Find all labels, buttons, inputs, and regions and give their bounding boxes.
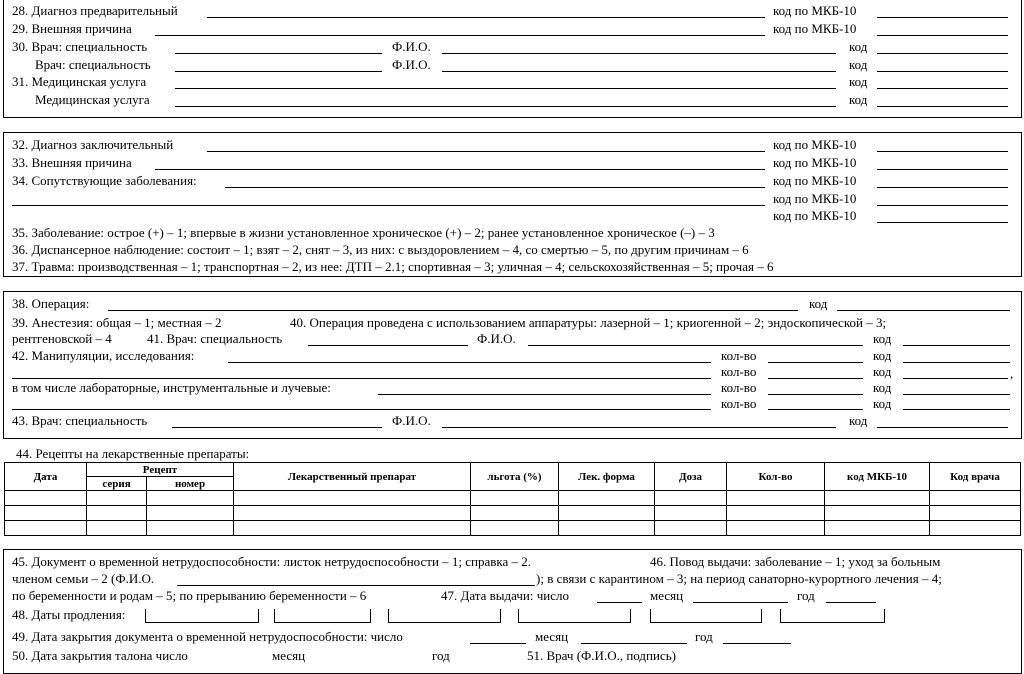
label-42-code: код — [873, 348, 892, 363]
label-42-lab: в том числе лабораторные, инструментальные и лучевые: — [12, 380, 331, 395]
label-46d: по беременности и родам – 5; по прерыванию беременности – 6 — [12, 588, 367, 603]
field-32-diagnosis[interactable] — [207, 151, 765, 152]
label-45: 45. Документ о временной нетрудоспособности: листок нетрудоспособности – 1; справка – 2. — [12, 554, 532, 569]
field-48-ext-6[interactable] — [780, 609, 885, 623]
field-49-month[interactable] — [581, 643, 687, 644]
label-42c-code: код — [873, 380, 892, 395]
field-42d-code[interactable] — [903, 409, 1010, 410]
label-42d-qty: кол-во — [721, 396, 757, 411]
label-31b: Медицинская услуга — [35, 92, 150, 107]
col-date: Дата — [5, 463, 87, 491]
label-31-code: код — [849, 74, 868, 89]
field-34-mkb[interactable] — [877, 187, 1008, 188]
field-42d-lab[interactable] — [12, 409, 711, 410]
field-42-lab[interactable] — [378, 394, 711, 395]
label-50: 50. Дата закрытия талона число — [12, 648, 188, 663]
label-43-code: код — [849, 413, 868, 428]
label-30b-fio: Ф.И.О. — [392, 57, 431, 72]
label-46c: ); в связи с карантином – 3; на период санаторно-курортного лечения – 4; — [536, 571, 942, 586]
label-42d-code: код — [873, 396, 892, 411]
field-47-day[interactable] — [597, 602, 642, 603]
label-30b: Врач: специальность — [35, 57, 151, 72]
field-48-ext-5[interactable] — [650, 609, 762, 623]
field-48-ext-2[interactable] — [274, 609, 371, 623]
table-row[interactable] — [5, 506, 1021, 521]
field-31-code[interactable] — [877, 88, 1008, 89]
field-42c-code[interactable] — [903, 394, 1010, 395]
field-42d-qty[interactable] — [768, 409, 863, 410]
label-42b-code: код — [873, 364, 892, 379]
col-mkb: код МКБ-10 — [825, 463, 930, 491]
label-47-month: месяц — [650, 588, 684, 603]
field-31b-code[interactable] — [877, 106, 1008, 107]
label-40: 40. Операция проведена с использованием аппаратуры: лазерной – 1; криогенной – 2; эндоскопической – 3; — [290, 315, 887, 330]
field-30-code[interactable] — [877, 53, 1008, 54]
label-29-mkb: код по МКБ-10 — [773, 21, 857, 36]
field-41-code[interactable] — [903, 345, 1010, 346]
col-recipe: Рецепт — [87, 463, 234, 477]
field-28-diagnosis[interactable] — [207, 17, 765, 18]
field-43-code[interactable] — [877, 427, 1008, 428]
field-34-comorbid[interactable] — [225, 187, 765, 188]
field-34b-comorbid[interactable] — [12, 205, 765, 206]
label-41-fio: Ф.И.О. — [477, 331, 516, 346]
field-38-code[interactable] — [837, 310, 1010, 311]
field-42-code[interactable] — [903, 362, 1010, 363]
label-30: 30. Врач: специальность — [12, 39, 148, 54]
label-28: 28. Диагноз предварительный — [12, 3, 178, 18]
field-48-ext-4[interactable] — [518, 609, 631, 623]
field-42b-manip[interactable] — [12, 378, 711, 379]
col-number: номер — [147, 477, 234, 491]
field-30b-specialty[interactable] — [175, 71, 382, 72]
field-42-manip[interactable] — [228, 362, 711, 363]
label-39: 39. Анестезия: общая – 1; местная – 2 — [12, 315, 222, 330]
field-31-service[interactable] — [175, 88, 836, 89]
label-30-fio: Ф.И.О. — [392, 39, 431, 54]
label-41-code: код — [873, 331, 892, 346]
label-34-mkb: код по МКБ-10 — [773, 173, 857, 188]
label-34b-mkb: код по МКБ-10 — [773, 191, 857, 206]
field-41-fio[interactable] — [528, 345, 863, 346]
col-benefit: льгота (%) — [471, 463, 559, 491]
label-49-month: месяц — [535, 629, 569, 644]
label-36: 36. Диспансерное наблюдение: состоит – 1; взят – 2, снят – 3, из них: с выздоровлением – 4, со смертью – 5, по другим причинам – 6 — [12, 242, 749, 257]
field-38-operation[interactable] — [108, 310, 798, 311]
field-48-ext-3[interactable] — [388, 609, 501, 623]
col-series: серия — [87, 477, 147, 491]
field-30-fio[interactable] — [442, 53, 836, 54]
field-41-specialty[interactable] — [308, 345, 468, 346]
label-33-mkb: код по МКБ-10 — [773, 155, 857, 170]
field-29-cause[interactable] — [155, 35, 765, 36]
field-42-qty[interactable] — [768, 362, 863, 363]
col-qty: Кол-во — [727, 463, 825, 491]
field-29-mkb[interactable] — [877, 35, 1008, 36]
label-44: 44. Рецепты на лекарственные препараты: — [16, 446, 250, 461]
label-32: 32. Диагноз заключительный — [12, 137, 174, 152]
label-42-qty: кол-во — [721, 348, 757, 363]
field-34c-mkb[interactable] — [877, 222, 1008, 223]
label-33: 33. Внешняя причина — [12, 155, 132, 170]
field-31b-service[interactable] — [175, 106, 836, 107]
label-31: 31. Медицинская услуга — [12, 74, 147, 89]
field-43-specialty[interactable] — [172, 427, 382, 428]
label-29: 29. Внешняя причина — [12, 21, 132, 36]
field-32-mkb[interactable] — [877, 151, 1008, 152]
label-49-year: год — [695, 629, 713, 644]
field-30-specialty[interactable] — [175, 53, 382, 54]
label-43-fio: Ф.И.О. — [392, 413, 431, 428]
field-28-mkb[interactable] — [877, 17, 1008, 18]
field-42b-code[interactable] — [903, 378, 1008, 379]
label-42b-qty: кол-во — [721, 364, 757, 379]
label-38: 38. Операция: — [12, 296, 90, 311]
label-43: 43. Врач: специальность — [12, 413, 148, 428]
field-47-year[interactable] — [826, 602, 876, 603]
col-doctor-code: Код врача — [930, 463, 1021, 491]
field-34b-mkb[interactable] — [877, 205, 1008, 206]
label-47-year: год — [797, 588, 815, 603]
label-50-year: год — [432, 648, 450, 663]
field-42b-qty[interactable] — [768, 378, 863, 379]
label-28-mkb: код по МКБ-10 — [773, 3, 857, 18]
label-50-month: месяц — [272, 648, 306, 663]
label-31b-code: код — [849, 92, 868, 107]
label-49: 49. Дата закрытия документа о временной нетрудоспособности: число — [12, 629, 403, 644]
field-30b-code[interactable] — [877, 71, 1008, 72]
label-42c-qty: кол-во — [721, 380, 757, 395]
field-48-ext-1[interactable] — [145, 609, 259, 623]
comma: , — [1010, 366, 1014, 381]
table-row[interactable] — [5, 491, 1021, 506]
field-33-mkb[interactable] — [877, 169, 1008, 170]
label-51: 51. Врач (Ф.И.О., подпись) — [527, 648, 676, 663]
field-47-month[interactable] — [693, 602, 788, 603]
label-40b: рентгеновской – 4 — [12, 331, 112, 346]
col-dose: Доза — [655, 463, 727, 491]
field-49-day[interactable] — [470, 643, 526, 644]
label-47: 47. Дата выдачи: число — [441, 588, 570, 603]
field-42c-qty[interactable] — [768, 394, 863, 395]
field-49-year[interactable] — [723, 643, 791, 644]
field-43-fio[interactable] — [442, 427, 836, 428]
label-46b: членом семьи – 2 (Ф.И.О. — [12, 571, 155, 586]
label-35: 35. Заболевание: острое (+) – 1; впервые в жизни установленное хроническое (+) – 2; ранее установленное хроническое (–) – 3 — [12, 225, 715, 240]
label-42: 42. Манипуляции, исследования: — [12, 348, 195, 363]
field-33-cause[interactable] — [155, 169, 765, 170]
label-32-mkb: код по МКБ-10 — [773, 137, 857, 152]
label-41: 41. Врач: специальность — [147, 331, 283, 346]
label-30-code: код — [849, 39, 868, 54]
label-38-code: код — [809, 296, 828, 311]
label-34c-mkb: код по МКБ-10 — [773, 208, 857, 223]
field-46-fio[interactable] — [177, 585, 535, 586]
label-30b-code: код — [849, 57, 868, 72]
col-drug: Лекарственный препарат — [234, 463, 471, 491]
field-30b-fio[interactable] — [442, 71, 836, 72]
table-row[interactable] — [5, 521, 1021, 536]
label-46: 46. Повод выдачи: заболевание – 1; уход за больным — [650, 554, 941, 569]
label-34: 34. Сопутствующие заболевания: — [12, 173, 197, 188]
section-operation-box — [3, 291, 1022, 439]
prescriptions-table — [4, 462, 1021, 536]
label-37: 37. Травма: производственная – 1; транспортная – 2, из нее: ДТП – 2.1; спортивная – 3; уличная – 4; сельскохозяйственная – 5; прочая – 6 — [12, 259, 774, 274]
label-48: 48. Даты продления: — [12, 607, 126, 622]
col-form: Лек. форма — [559, 463, 655, 491]
